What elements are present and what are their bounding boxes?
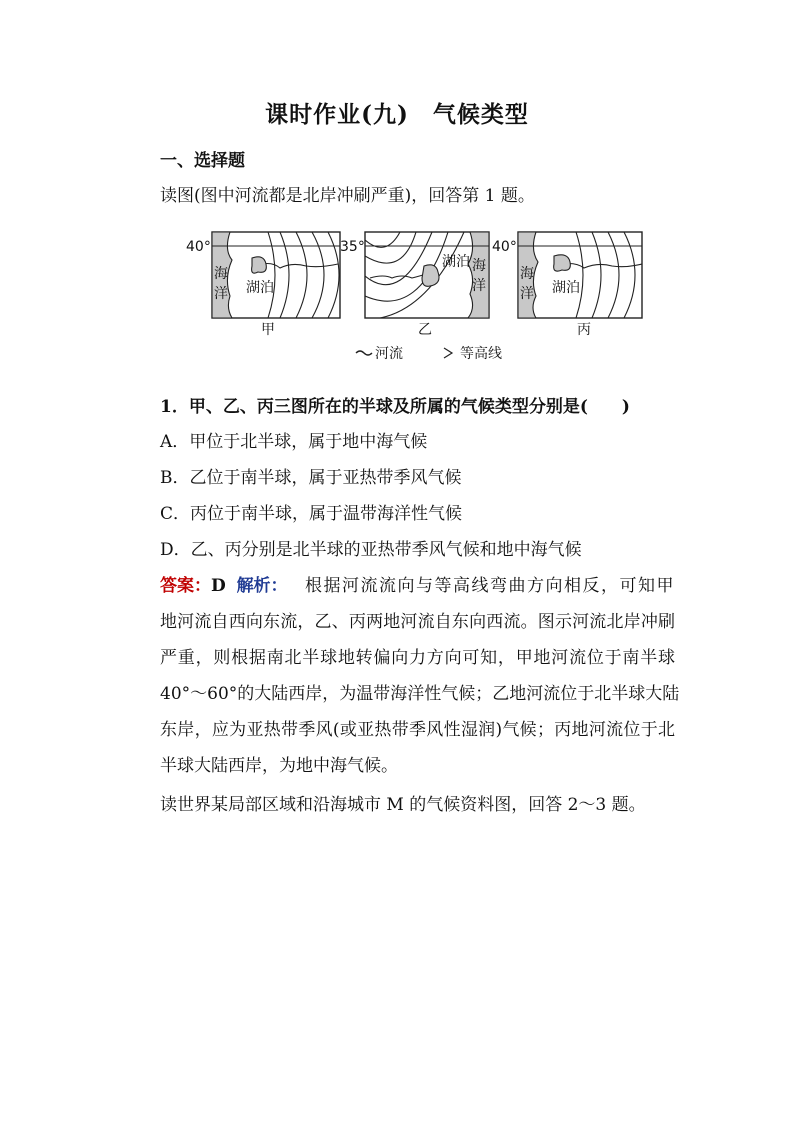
explanation-text: 东岸，应为亚热带季风(或亚热带季风性湿润)气候；丙地河流位于北 (160, 720, 675, 740)
option-d: D．乙、丙分别是北半球的亚热带季风气候和地中海气候 (160, 540, 582, 560)
contour-symbol (444, 348, 452, 358)
river-symbol (356, 351, 372, 355)
panel-caption: 乙 (418, 322, 432, 338)
lake-label: 湖泊 (442, 254, 470, 270)
map-panel-yi (340, 232, 489, 338)
sea-label: 海 (214, 266, 228, 282)
explanation-text: 根据河流流向与等高线弯曲方向相反，可知甲 (305, 576, 675, 596)
map-legend (356, 345, 502, 362)
panel-caption: 甲 (261, 322, 275, 338)
explanation-text: 地河流自西向东流，乙、丙两地河流自东向西流。图示河流北岸冲刷 (160, 612, 675, 632)
question-intro: 读图(图中河流都是北岸冲刷严重)，回答第 1 题。 (160, 186, 535, 206)
sea-label: 洋 (520, 286, 534, 302)
lat-label: 35° (340, 239, 365, 255)
explanation-text: 40°～60°的大陆西岸，为温带海洋性气候；乙地河流位于北半球大陆 (160, 684, 680, 704)
sea-label: 洋 (214, 286, 228, 302)
sea-label: 海 (472, 258, 486, 274)
section-heading: 一、选择题 (160, 151, 245, 171)
option-b: B．乙位于南半球，属于亚热带季风气候 (160, 468, 462, 488)
explanation-text: 严重，则根据南北半球地转偏向力方向可知，甲地河流位于南半球 (160, 648, 675, 668)
legend-river-label: 河流 (375, 346, 403, 362)
lat-label: 40° (492, 239, 517, 255)
sea-label: 海 (520, 266, 534, 282)
map-panel-jia (186, 232, 340, 338)
map-figure (180, 218, 652, 374)
map-panel-bing (492, 232, 642, 338)
answer-explanation (160, 571, 680, 776)
answer-label: 答案： (160, 576, 211, 596)
lake-label: 湖泊 (246, 280, 274, 296)
sea-label: 洋 (472, 278, 486, 294)
option-c: C．丙位于南半球，属于温带海洋性气候 (160, 504, 463, 524)
option-a: A．甲位于北半球，属于地中海气候 (160, 432, 428, 452)
page-title: 课时作业(九) 气候类型 (265, 101, 529, 128)
panel-caption: 丙 (577, 322, 591, 338)
legend-contour-label: 等高线 (460, 346, 502, 362)
answer-line-1 (160, 571, 675, 596)
answer-value: D (211, 576, 226, 596)
explanation-text: 半球大陆西岸，为地中海气候。 (160, 756, 398, 776)
explanation-label: 解析： (236, 576, 288, 596)
question-intro-2: 读世界某局部区域和沿海城市 M 的气候资料图，回答 2～3 题。 (160, 795, 646, 815)
question-1: 1．甲、乙、丙三图所在的半球及所属的气候类型分别是( ) (160, 397, 630, 417)
lat-label: 40° (186, 239, 211, 255)
lake-label: 湖泊 (552, 280, 580, 296)
